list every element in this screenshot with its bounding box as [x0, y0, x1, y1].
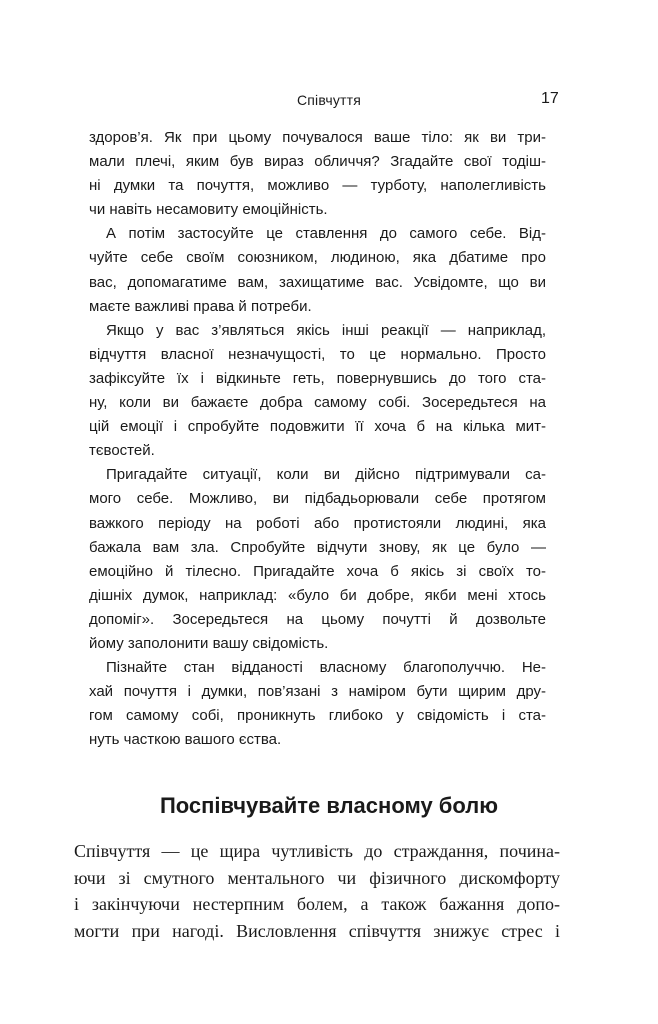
text-line: допоміг». Зосередьтеся на цьому почутті й дозвольте	[89, 610, 546, 628]
text-line: гом самому собі, проникнуть глибоко у свідомість і ста-	[89, 707, 546, 725]
text-line: хай почуття і думки, пов’язані з наміром бути щирим дру-	[89, 683, 546, 701]
text-line: чуйте себе своїм союзником, людиною, яка дбатиме про	[89, 249, 546, 267]
text-line: Якщо у вас з’являться якісь інші реакції — наприклад,	[106, 321, 546, 339]
text-line: йому заполонити вашу свідомість.	[89, 634, 329, 652]
text-line: тєвостей.	[89, 442, 155, 460]
text-line: маєте важливі права й потреби.	[89, 297, 312, 315]
text-line: вас, допомагатиме вам, захищатиме вас. Усвідомте, що ви	[89, 273, 546, 291]
text-line: дішніх думок, наприклад: «було би добре, якби мені хтось	[89, 586, 546, 604]
text-line: емоційно й тілесно. Пригадайте хоча б якісь зі своїх то-	[89, 562, 546, 580]
text-line: і закінчуючи нестерпним болем, а також бажання допо-	[74, 894, 560, 915]
text-line: Співчуття — це щира чутливість до страждання, почина-	[74, 841, 560, 861]
text-line: мали плечі, яким був вираз обличчя? Згадайте свої тодіш-	[89, 153, 546, 171]
section-heading: Поспівчувайте власному болю	[159, 793, 499, 818]
section-text	[74, 838, 560, 944]
text-line: ні думки та почуття, можливо — турботу, наполегливість	[89, 177, 546, 195]
text-line: ючи зі смутного ментального чи фізичного дискомфорту	[74, 867, 560, 888]
text-line: бажала вам зла. Спробуйте відчути знову, як це було —	[89, 538, 546, 556]
text-line: зафіксуйте їх і відкиньте геть, повернувшись до того ста-	[89, 369, 546, 387]
text-line: могти при нагоді. Висловлення співчуття знижує стрес і	[74, 920, 560, 941]
text-line: здоров’я. Як при цьому почувалося ваше тіло: як ви три-	[89, 129, 546, 146]
page-number: 17	[541, 90, 559, 107]
text-line: чи навіть несамовиту емоційність.	[89, 201, 328, 219]
text-line: нуть часткою вашого єства.	[89, 731, 282, 749]
text-line: цій емоції і спробуйте подовжити її хоча б на кілька мит-	[89, 418, 546, 436]
text-line: ну, коли ви бажаєте добра самому собі. Зосередьтеся на	[89, 394, 546, 412]
text-line: відчуття власної незначущості, то це нормально. Просто	[89, 345, 546, 363]
text-line: мого себе. Можливо, ви підбадьорювали себе протягом	[89, 490, 546, 508]
text-line: Пригадайте ситуації, коли ви дійсно підтримували са-	[106, 466, 546, 484]
running-header-title: Співчуття	[296, 92, 362, 108]
body-text	[89, 126, 546, 752]
text-line: важкого періоду на роботі або протистояли людині, яка	[89, 514, 546, 532]
text-line: Пізнайте стан відданості власному благополуччю. Не-	[106, 659, 546, 677]
text-line: А потім застосуйте це ставлення до самого себе. Від-	[106, 225, 546, 243]
